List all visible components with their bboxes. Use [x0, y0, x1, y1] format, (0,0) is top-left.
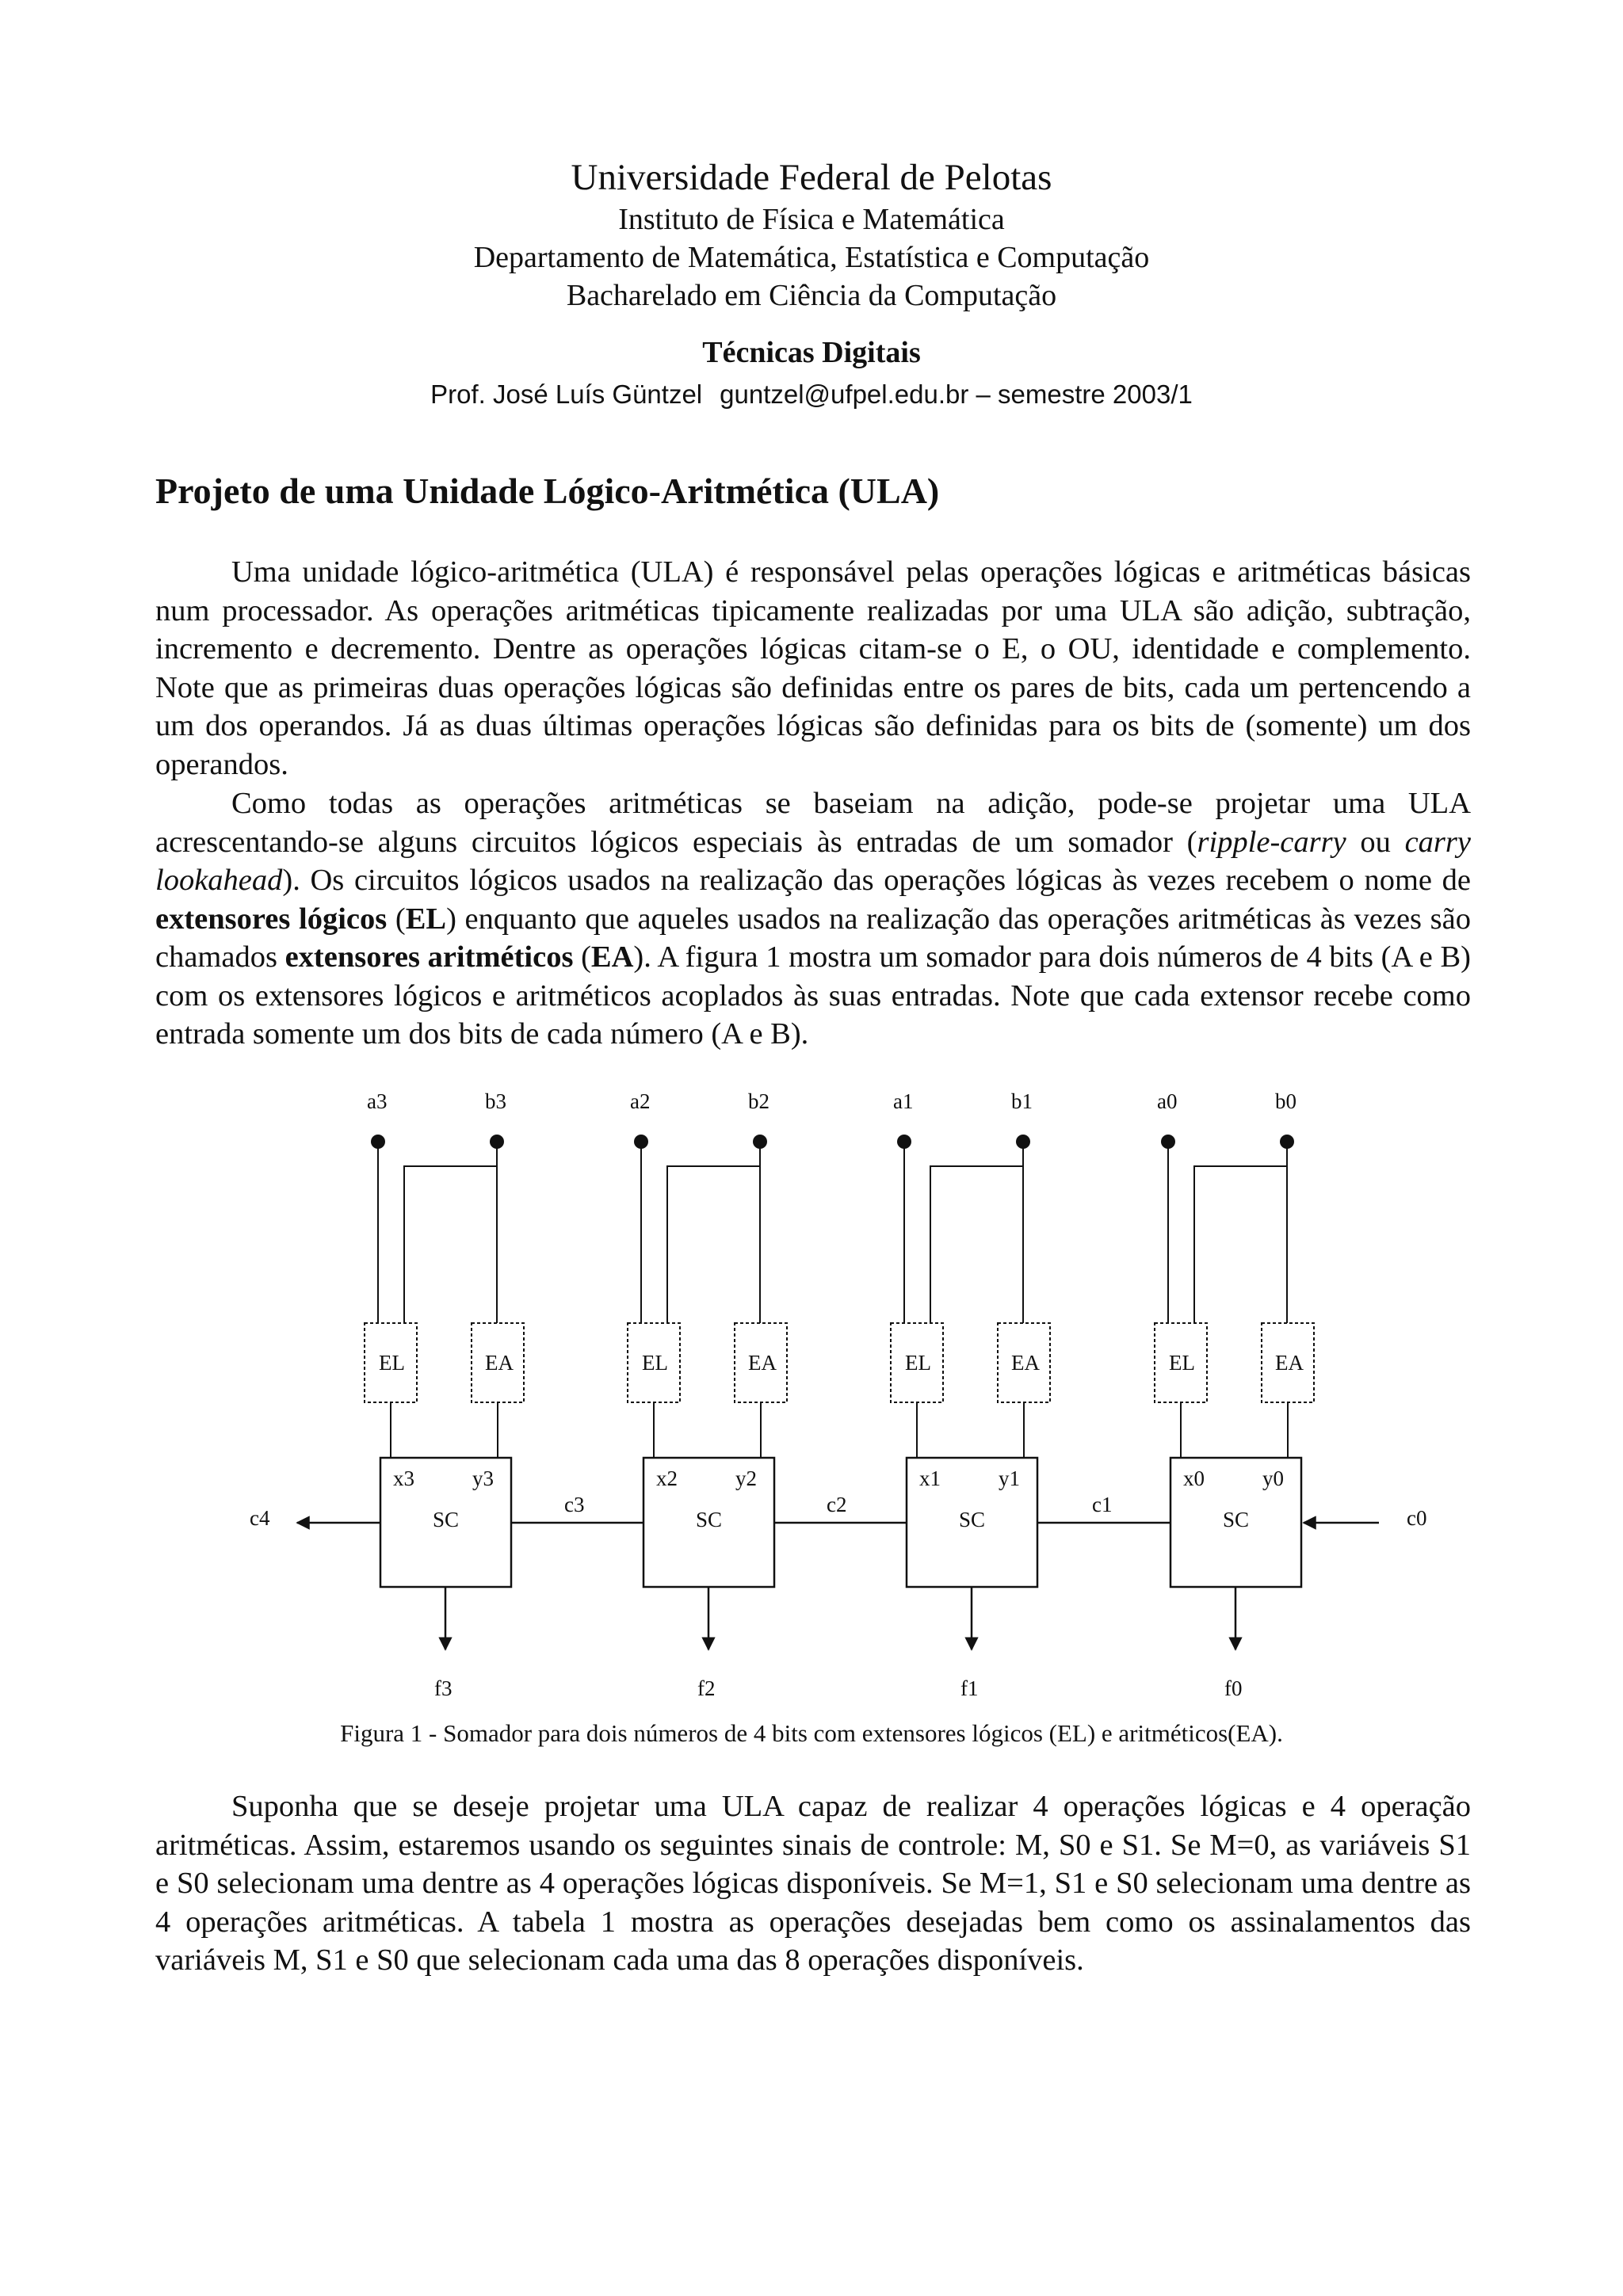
output-label: f2 [697, 1676, 716, 1700]
sc-label: SC [959, 1508, 986, 1531]
output-label: f0 [1224, 1676, 1243, 1700]
output-label: f3 [434, 1676, 453, 1700]
sc-x-label: x1 [919, 1466, 941, 1490]
email-semester: guntzel@ufpel.edu.br – semestre 2003/1 [720, 379, 1193, 409]
p2-text-7: ). A figura 1 mostra um somador para dois números de 4 bits (A e B) com os extensores lógicos e aritméticos acoplados às suas entradas. Note que cada extensor recebe como entrada somente um dos bits de cada número (A e B). [155, 940, 1471, 1051]
wire-b-to-el [404, 1166, 497, 1323]
sc-x-label: x0 [1183, 1466, 1205, 1490]
p2-text-1: Como todas as operações aritméticas se baseiam na adição, pode-se projetar uma ULA acrescentando-se alguns circuitos lógicos especiais às entradas de um somador ( [155, 787, 1471, 859]
stage-1 [891, 1089, 1050, 1700]
sc-x-label: x2 [656, 1466, 678, 1490]
stage-3 [365, 1089, 524, 1700]
sc-y-label: y3 [472, 1466, 494, 1490]
p2-text-5: ) enquanto que aqueles usados na realização das operações aritméticas às vezes são chamados [155, 902, 1471, 974]
figure-caption: Figura 1 - Somador para dois números de 4 bits com extensores lógicos (EL) e aritméticos(EA). [340, 1719, 1283, 1747]
paragraph-3: Suponha que se deseje projetar uma ULA capaz de realizar 4 operações lógicas e 4 operação aritméticas. Assim, estaremos usando os seguintes sinais de controle: M, S0 e S1. Se M=0, as variáveis S1 e S0 selecionam uma dentre as 4 operações lógicas disponíveis. Se M=1, S1 e S0 selecionam uma dentre as 4 operações aritméticas. A tabela 1 mostra as operações desejadas bem como os assinalamentos das variáveis M, S1 e S0 que selecionam cada uma das 8 operações disponíveis. [155, 1790, 1471, 1977]
professor-line [0, 375, 1623, 414]
el-label: EL [905, 1351, 931, 1375]
wire-b-to-el [930, 1166, 1023, 1323]
sc-label: SC [1223, 1508, 1250, 1531]
p2-carry-lookahead: carry lookahead [155, 825, 1471, 897]
paragraph-1: Uma unidade lógico-aritmética (ULA) é responsável pelas operações lógicas e aritméticas básicas num processador. As operações aritméticas tipicamente realizadas por uma ULA são adição, subtração, incremento e decremento. Dentre as operações lógicas citam-se o E, o OU, identidade e complemento. Note que as primeiras duas operações lógicas são definidas entre os pares de bits, cada um pertencendo a um dos operandos. Já as duas últimas operações lógicas são definidas para os bits de (somente) um dos operandos. [155, 555, 1471, 781]
carry-label-c1: c1 [1092, 1493, 1113, 1516]
p2-text-4: ( [387, 902, 406, 936]
p2-text-3: ). Os circuitos lógicos usados na realização das operações lógicas às vezes recebem o nome de [282, 864, 1471, 897]
input-a-label: a1 [893, 1089, 914, 1113]
carry-label-c3: c3 [564, 1493, 585, 1516]
input-a-label: a3 [367, 1089, 388, 1113]
ea-label: EA [485, 1351, 514, 1375]
input-a-label: a2 [630, 1089, 651, 1113]
input-b-label: b0 [1275, 1089, 1296, 1113]
course-title: Técnicas Digitais [702, 336, 921, 369]
professor-name: Prof. José Luís Güntzel [430, 379, 703, 409]
paragraph-2 [155, 784, 1471, 1054]
el-label: EL [379, 1351, 405, 1375]
ea-label: EA [1275, 1351, 1304, 1375]
stage-2 [628, 1089, 787, 1700]
adder-diagram [0, 1085, 1623, 1743]
input-b-label: b2 [748, 1089, 769, 1113]
section-title: Projeto de uma Unidade Lógico-Aritmética (ULA) [155, 471, 940, 511]
carry-label-c0: c0 [1407, 1506, 1427, 1530]
carry-label-c4: c4 [250, 1506, 270, 1530]
document-header [0, 154, 1623, 414]
output-label: f1 [960, 1676, 979, 1700]
p2-text-6: ( [573, 940, 591, 974]
carry-label-c2: c2 [827, 1493, 847, 1516]
ea-label: EA [1011, 1351, 1040, 1375]
p2-text-2: ou [1346, 825, 1405, 859]
p2-extensores-aritmeticos: extensores aritméticos [285, 940, 574, 974]
wire-b-to-el [1194, 1166, 1287, 1323]
department-name: Departamento de Matemática, Estatística e Computação [473, 241, 1150, 274]
input-b-label: b1 [1011, 1089, 1033, 1113]
el-label: EL [642, 1351, 668, 1375]
sc-y-label: y1 [999, 1466, 1020, 1490]
sc-y-label: y0 [1262, 1466, 1284, 1490]
sc-label: SC [433, 1508, 460, 1531]
el-label: EL [1169, 1351, 1195, 1375]
stage-0 [1155, 1089, 1314, 1700]
input-a-label: a0 [1157, 1089, 1178, 1113]
p2-el: EL [405, 902, 447, 936]
sc-x-label: x3 [393, 1466, 414, 1490]
p2-ripple-carry: ripple-carry [1197, 825, 1346, 859]
p2-ea: EA [590, 940, 634, 974]
ea-label: EA [748, 1351, 777, 1375]
p2-extensores-logicos: extensores lógicos [155, 902, 388, 936]
wire-b-to-el [667, 1166, 760, 1323]
university-name: Universidade Federal de Pelotas [571, 157, 1052, 198]
input-b-label: b3 [485, 1089, 506, 1113]
program-name: Bacharelado em Ciência da Computação [566, 279, 1057, 312]
sc-label: SC [696, 1508, 723, 1531]
institute-name: Instituto de Física e Matemática [618, 203, 1005, 236]
sc-y-label: y2 [735, 1466, 757, 1490]
